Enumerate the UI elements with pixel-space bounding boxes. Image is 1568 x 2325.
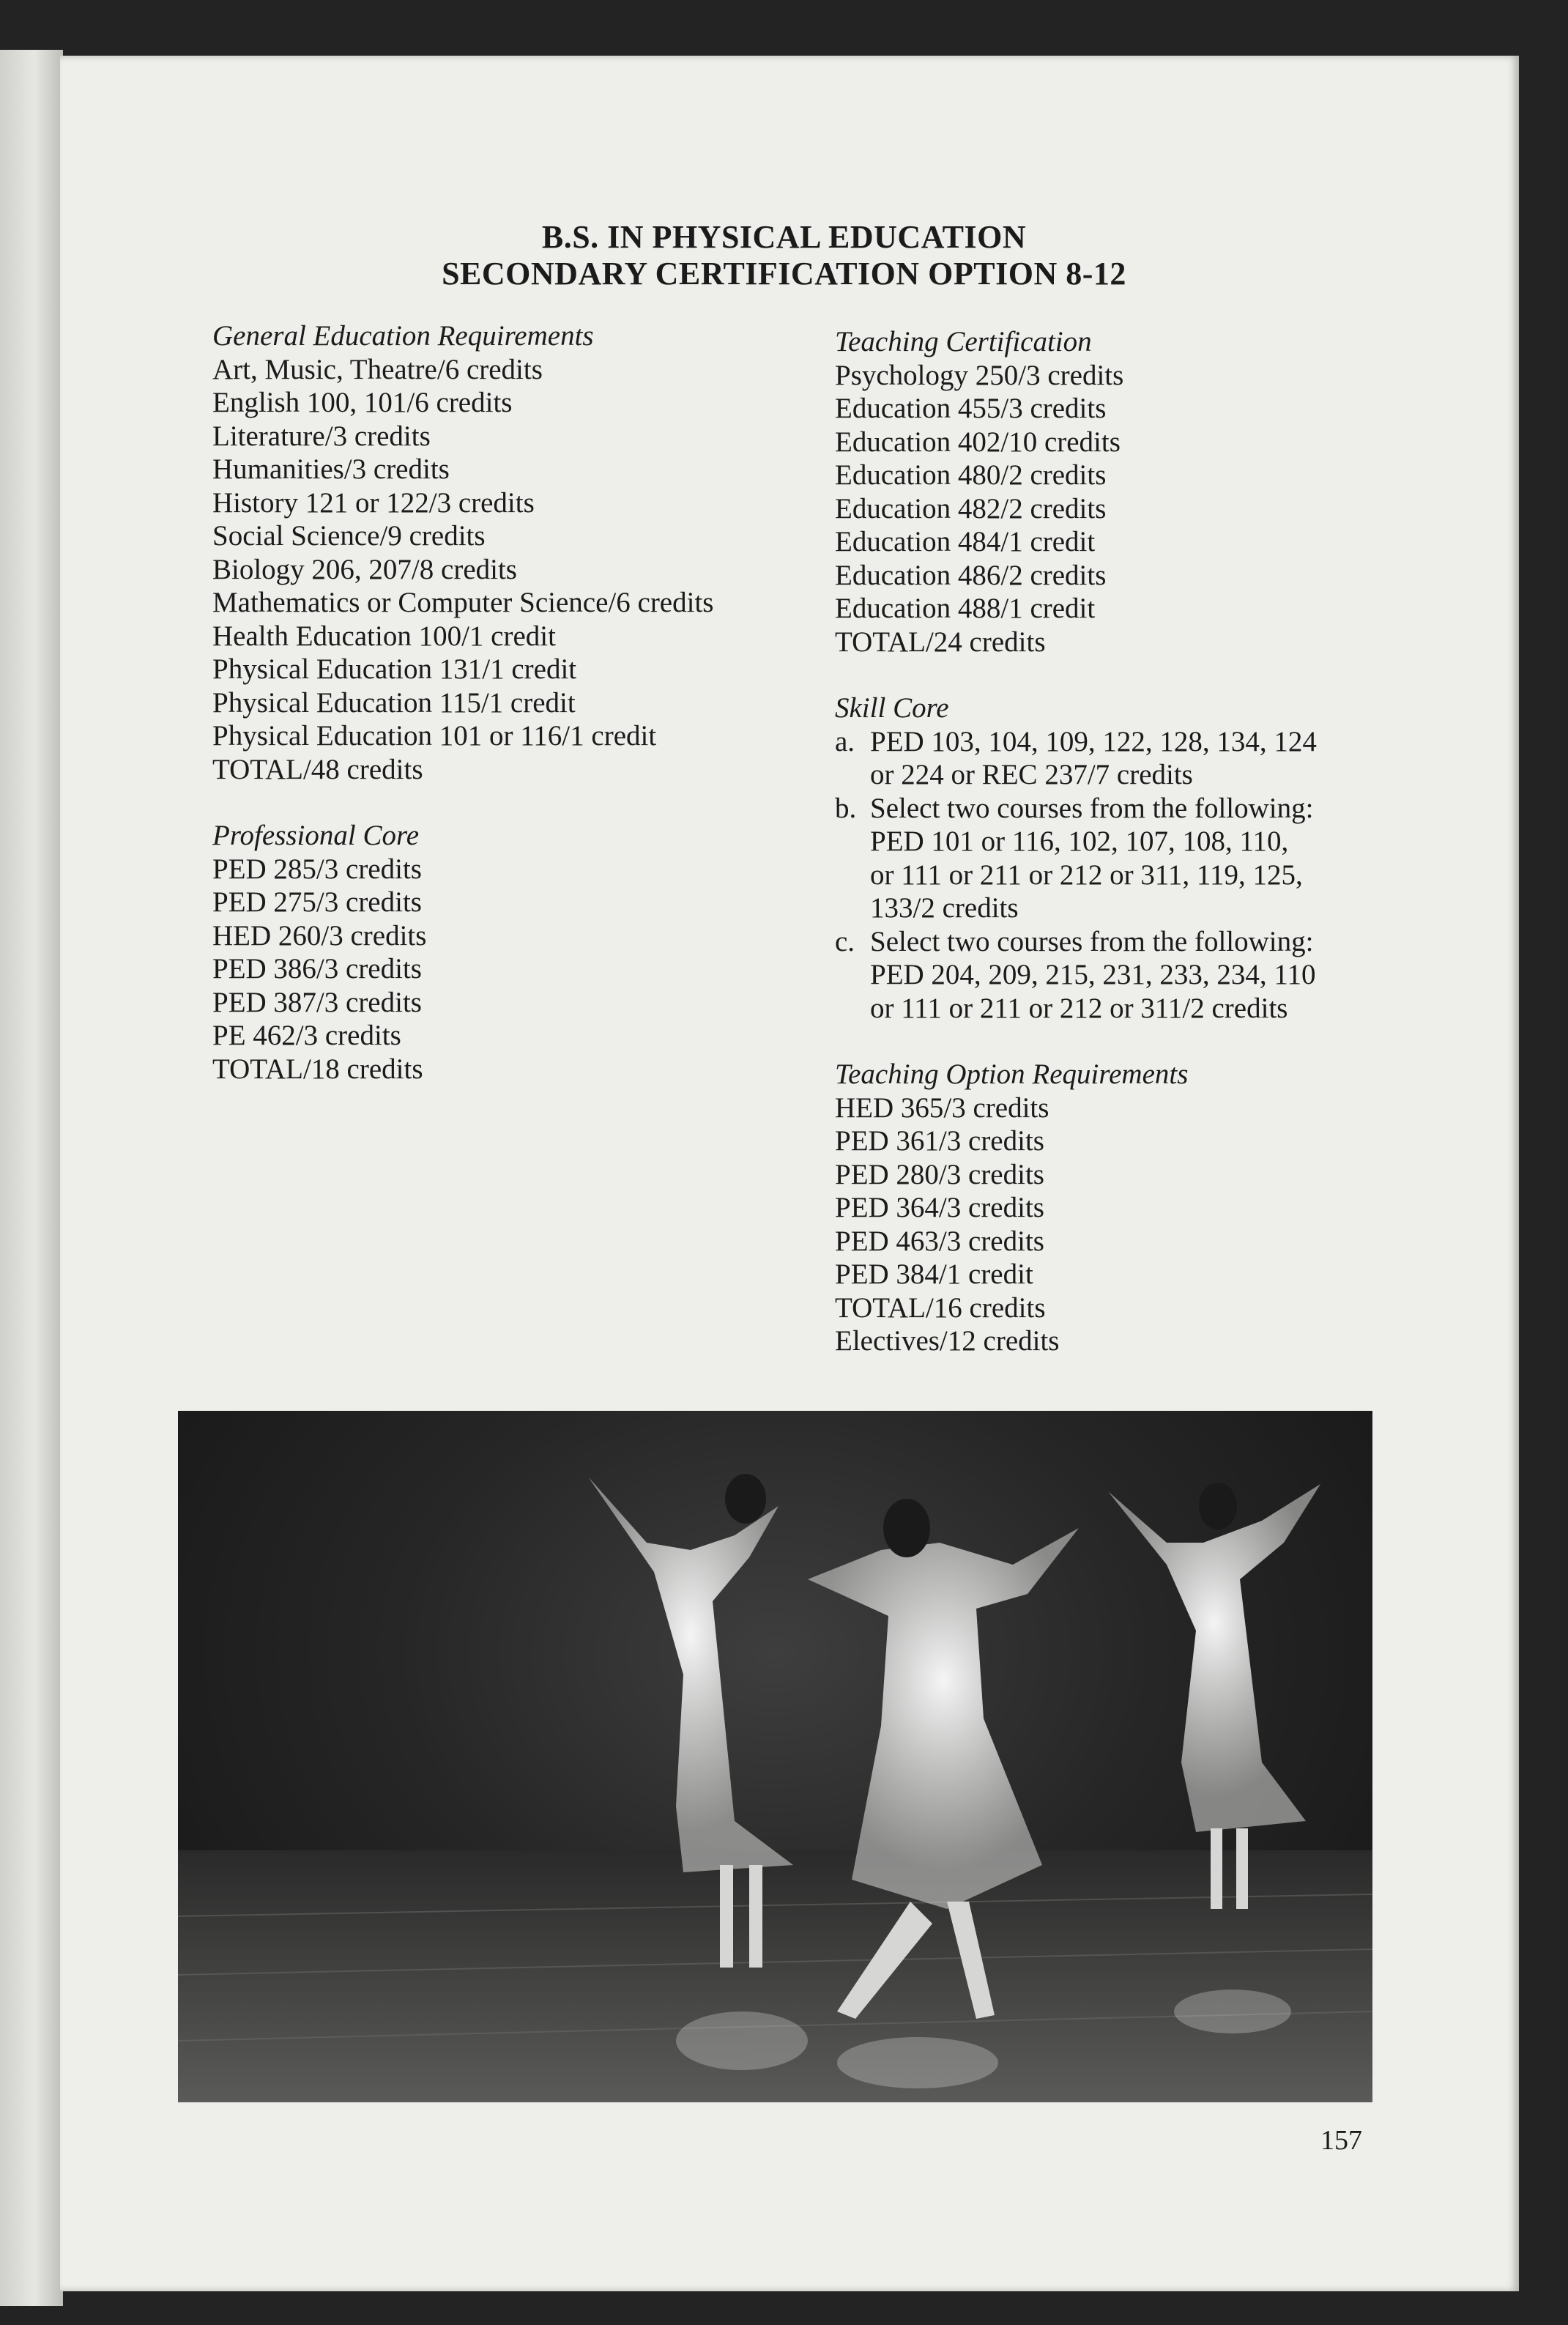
skill-core-line: PED 204, 209, 215, 231, 233, 234, 110 [870,959,1316,990]
teaching-option-line: PED 384/1 credit [835,1258,1033,1290]
general-education-list [212,353,713,787]
general-education-total: TOTAL/48 credits [212,753,423,785]
skill-core-line: PED 103, 104, 109, 122, 128, 134, 124 [870,725,1317,757]
teaching-certification-heading: Teaching Certification [835,326,1092,357]
page-number: 157 [1320,2125,1362,2156]
skill-core-item-a [835,725,1317,792]
teaching-certification-line: Education 482/2 credits [835,492,1107,524]
teaching-option-line: PED 463/3 credits [835,1225,1044,1257]
teaching-option-line: HED 365/3 credits [835,1091,1049,1124]
skill-core-item-b [835,792,1317,925]
professional-core-line: PED 386/3 credits [212,953,422,984]
general-education-line: Social Science/9 credits [212,520,486,552]
page-title-line-2: SECONDARY CERTIFICATION OPTION 8-12 [442,256,1126,292]
skill-core-item-c [835,925,1317,1026]
skill-core-line: or 111 or 211 or 212 or 311/2 credits [870,992,1288,1024]
teaching-certification-line: Education 402/10 credits [835,426,1121,458]
professional-core-line: PED 285/3 credits [212,853,422,885]
general-education-line: Humanities/3 credits [212,453,450,485]
right-column [835,325,1317,1358]
general-education-line: Physical Education 131/1 credit [212,653,577,685]
professional-core-line: PED 275/3 credits [212,886,422,918]
skill-core-line: PED 101 or 116, 102, 107, 108, 110, [870,826,1289,857]
teaching-certification-line: Education 484/1 credit [835,526,1096,557]
dancers-photo [178,1411,1372,2102]
page-title-line-1: B.S. IN PHYSICAL EDUCATION [541,219,1027,255]
skill-core-line: 133/2 credits [870,892,1019,924]
professional-core-list [212,853,713,1086]
teaching-option-list [835,1091,1317,1358]
dancers-illustration [178,1411,1372,2102]
skill-core-line: Select two courses from the following: [870,792,1314,824]
general-education-heading: General Education Requirements [212,320,594,352]
teaching-certification-line: Education 488/1 credit [835,593,1096,624]
teaching-option-line: PED 361/3 credits [835,1125,1044,1157]
skill-core-line: or 224 or REC 237/7 credits [870,759,1193,790]
general-education-line: English 100, 101/6 credits [212,387,513,418]
facing-page-edge [0,50,63,2306]
skill-core-list [835,725,1317,1026]
item-marker: c. [835,925,855,957]
general-education-line: Literature/3 credits [212,420,431,452]
general-education-line: Mathematics or Computer Science/6 credits [212,587,714,618]
teaching-option-line: PED 280/3 credits [835,1158,1044,1190]
professional-core-line: PE 462/3 credits [212,1020,401,1051]
teaching-certification-line: Psychology 250/3 credits [835,359,1124,391]
professional-core-heading: Professional Core [212,820,420,851]
general-education-line: Biology 206, 207/8 credits [212,553,517,585]
professional-core-line: HED 260/3 credits [212,919,427,952]
teaching-certification-line: Education 480/2 credits [835,459,1107,491]
teaching-option-total: TOTAL/16 credits [835,1291,1046,1324]
teaching-option-line: PED 364/3 credits [835,1192,1044,1223]
left-column [212,319,713,1086]
general-education-line: Physical Education 115/1 credit [212,686,576,719]
professional-core-total: TOTAL/18 credits [212,1053,423,1085]
professional-core-line: PED 387/3 credits [212,986,422,1018]
general-education-line: Art, Music, Theatre/6 credits [212,353,543,385]
teaching-certification-list [835,359,1317,659]
teaching-certification-line: Education 486/2 credits [835,559,1107,591]
teaching-option-electives: Electives/12 credits [835,1325,1060,1357]
general-education-line: Physical Education 101 or 116/1 credit [212,720,657,752]
item-marker: b. [835,792,857,824]
general-education-line: History 121 or 122/3 credits [212,486,535,519]
teaching-certification-line: Education 455/3 credits [835,393,1107,424]
skill-core-heading: Skill Core [835,692,949,724]
general-education-line: Health Education 100/1 credit [212,620,556,652]
skill-core-line: Select two courses from the following: [870,925,1314,957]
skill-core-line: or 111 or 211 or 212 or 311, 119, 125, [870,859,1303,891]
teaching-option-heading: Teaching Option Requirements [835,1058,1189,1090]
teaching-certification-total: TOTAL/24 credits [835,626,1046,658]
dancer-right [1108,1483,1320,1909]
item-marker: a. [835,725,855,757]
